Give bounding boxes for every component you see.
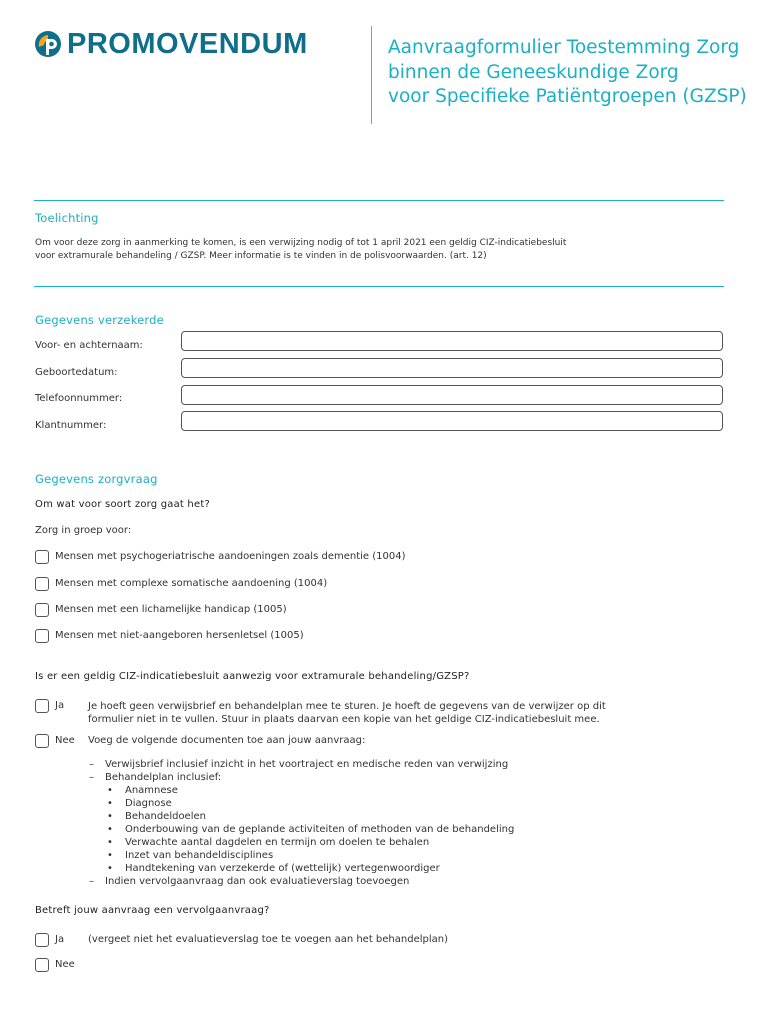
option-label: Mensen met complexe somatische aandoening (1004) (55, 578, 328, 589)
toelichting-text (35, 237, 566, 263)
option-checkbox[interactable] (35, 550, 49, 564)
option-checkbox[interactable] (35, 629, 49, 643)
ciz-ja-label: Ja (55, 700, 65, 711)
ciz-ja-text-line: formulier niet in te vullen. Stuur in plaats daarvan een kopie van het geldige CIZ-indicatiebesluit mee. (88, 714, 600, 725)
toelichting-line: voor extramurale behandeling / GZSP. Meer informatie is te vinden in de polisvoorwaarden. (art. 12) (35, 251, 487, 261)
verzekerde-title: Gegevens verzekerde (35, 313, 164, 327)
list-item: – Verwijsbrief inclusief inzicht in het voortraject en medische reden van verwijzing (89, 759, 509, 770)
ciz-nee-checkbox[interactable] (35, 734, 49, 748)
ciz-ja-text (88, 700, 606, 726)
list-item: – Indien vervolgaanvraag dan ook evaluatieverslag toevoegen (89, 876, 410, 887)
customer-number-input[interactable] (181, 411, 723, 431)
birthdate-label: Geboortedatum: (35, 367, 118, 378)
sub-list-item: • Anamnese (107, 785, 178, 796)
form-title-line: voor Specifieke Patiëntgroepen (GZSP) (388, 86, 747, 107)
documents-list (89, 758, 514, 888)
promovendum-logo (33, 28, 308, 60)
form-title (388, 36, 758, 110)
zorgvraag-title: Gegevens zorgvraag (35, 472, 158, 486)
question-ciz: Is er een geldig CIZ-indicatiebesluit aanwezig voor extramurale behandeling/GZSP? (35, 671, 470, 682)
logo-text: PROMOVENDUM (67, 28, 308, 60)
sub-list-item: • Verwachte aantal dagdelen en termijn om doelen te behalen (107, 837, 430, 848)
header-divider (371, 26, 372, 124)
divider (34, 200, 724, 201)
question-care-type: Om wat voor soort zorg gaat het? (35, 499, 210, 510)
ciz-ja-text-line: Je hoeft geen verwijsbrief en behandelplan mee te sturen. Je hoeft de gegevens van de verwijzer op dit (88, 701, 606, 712)
sub-list-item: • Diagnose (107, 798, 172, 809)
birthdate-input[interactable] (181, 358, 723, 378)
care-group-subheading: Zorg in groep voor: (35, 525, 132, 536)
form-title-line: Aanvraagformulier Toestemming Zorg (388, 37, 740, 58)
option-label: Mensen met niet-aangeboren hersenletsel (1005) (55, 630, 304, 641)
sub-list-item: • Handtekening van verzekerde of (wettelijk) vertegenwoordiger (107, 863, 440, 874)
name-label: Voor- en achternaam: (35, 340, 143, 351)
ciz-nee-label: Nee (55, 735, 75, 746)
vervolg-ja-checkbox[interactable] (35, 933, 49, 947)
option-checkbox[interactable] (35, 603, 49, 617)
sub-list-item: • Onderbouwing van de geplande activiteiten of methoden van de behandeling (107, 824, 515, 835)
list-item: – Behandelplan inclusief: (89, 772, 222, 783)
vervolg-nee-label: Nee (55, 959, 75, 970)
form-title-line: binnen de Geneeskundige Zorg (388, 61, 679, 83)
phone-label: Telefoonnummer: (35, 393, 123, 404)
ciz-ja-checkbox[interactable] (35, 699, 49, 713)
option-checkbox[interactable] (35, 577, 49, 591)
toelichting-title: Toelichting (35, 211, 99, 225)
divider (34, 286, 724, 287)
option-label: Mensen met een lichamelijke handicap (1005) (55, 604, 287, 615)
sub-list (89, 784, 514, 875)
ciz-nee-text: Voeg de volgende documenten toe aan jouw aanvraag: (88, 735, 366, 746)
vervolg-ja-text: (vergeet niet het evaluatieverslag toe te voegen aan het behandelplan) (88, 934, 448, 945)
vervolg-nee-checkbox[interactable] (35, 958, 49, 972)
sub-list-item: • Inzet van behandeldisciplines (107, 850, 274, 861)
option-label: Mensen met psychogeriatrische aandoeningen zoals dementie (1004) (55, 551, 406, 562)
question-vervolg: Betreft jouw aanvraag een vervolgaanvraag? (35, 905, 270, 916)
toelichting-line: Om voor deze zorg in aanmerking te komen, is een verwijzing nodig of tot 1 april 2021 een geldig CIZ-indicatiebesluit (35, 238, 567, 248)
promovendum-logo-icon (33, 29, 63, 59)
sub-list-item: • Behandeldoelen (107, 811, 206, 822)
vervolg-ja-label: Ja (55, 934, 65, 945)
phone-input[interactable] (181, 385, 723, 405)
customer-number-label: Klantnummer: (35, 420, 107, 431)
name-input[interactable] (181, 331, 723, 351)
